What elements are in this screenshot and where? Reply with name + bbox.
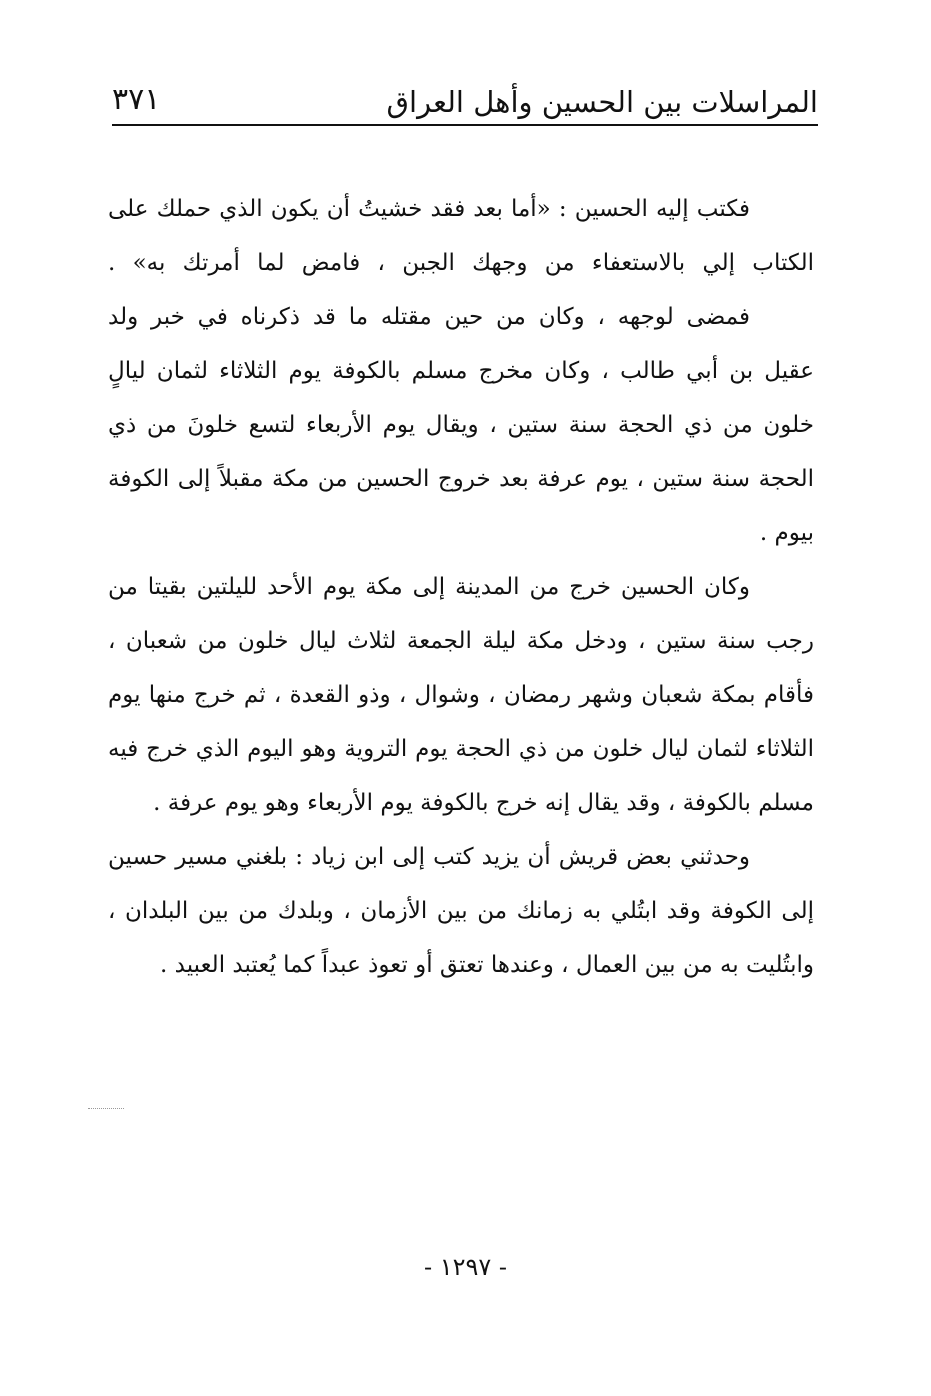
scan-speck [88,1108,124,1109]
text-line: خلون من ذي الحجة سنة ستين ، ويقال يوم الأربعاء لتسع خلونَ من ذي [108,412,814,438]
text-line: الحجة سنة ستين ، يوم عرفة بعد خروج الحسين من مكة مقبلاً إلى الكوفة [108,466,814,492]
text-line: الكتاب إلي بالاستعفاء من وجهك الجبن ، فامض لما أمرتك به» . [108,250,814,276]
page-header [112,78,818,124]
text-line: الثلاثاء لثمان ليال خلون من ذي الحجة يوم التروية وهو اليوم الذي خرج فيه [108,736,814,762]
text-line: رجب سنة ستين ، ودخل مكة ليلة الجمعة لثلاث ليال خلون من شعبان ، [108,628,814,654]
text-line: وحدثني بعض قريش أن يزيد كتب إلى ابن زياد : بلغني مسير حسين [108,844,750,870]
text-line: مسلم بالكوفة ، وقد يقال إنه خرج بالكوفة يوم الأربعاء وهو يوم عرفة . [153,790,814,816]
running-head: المراسلات بين الحسين وأهل العراق [386,85,818,119]
text-line: فكتب إليه الحسين : «أما بعد فقد خشيتُ أن يكون الذي حملك على [108,196,750,222]
text-line: وكان الحسين خرج من المدينة إلى مكة يوم الأحد لليلتين بقيتا من [108,574,750,600]
text-line: فأقام بمكة شعبان وشهر رمضان ، وشوال ، وذو القعدة ، ثم خرج منها يوم [108,682,814,708]
footer-page-number: - ١٢٩٧ - [423,1253,508,1281]
text-line: فمضى لوجهه ، وكان من حين مقتله ما قد ذكرناه في خبر ولد [108,304,750,330]
page-number: ٣٧١ [112,82,161,117]
text-line: بيوم . [759,520,814,546]
text-line: وابتُليت به من بين العمال ، وعندها تعتق أو تعوذ عبداً كما يُعتبد العبيد . [160,952,814,978]
body-text [108,182,814,992]
text-line: إلى الكوفة وقد ابتُلي به زمانك من بين الأزمان ، وبلدك من بين البلدان ، [108,898,814,924]
header-rule [112,124,818,126]
text-line: عقيل بن أبي طالب ، وكان مخرج مسلم بالكوفة يوم الثلاثاء لثمان ليالٍ [108,358,814,384]
